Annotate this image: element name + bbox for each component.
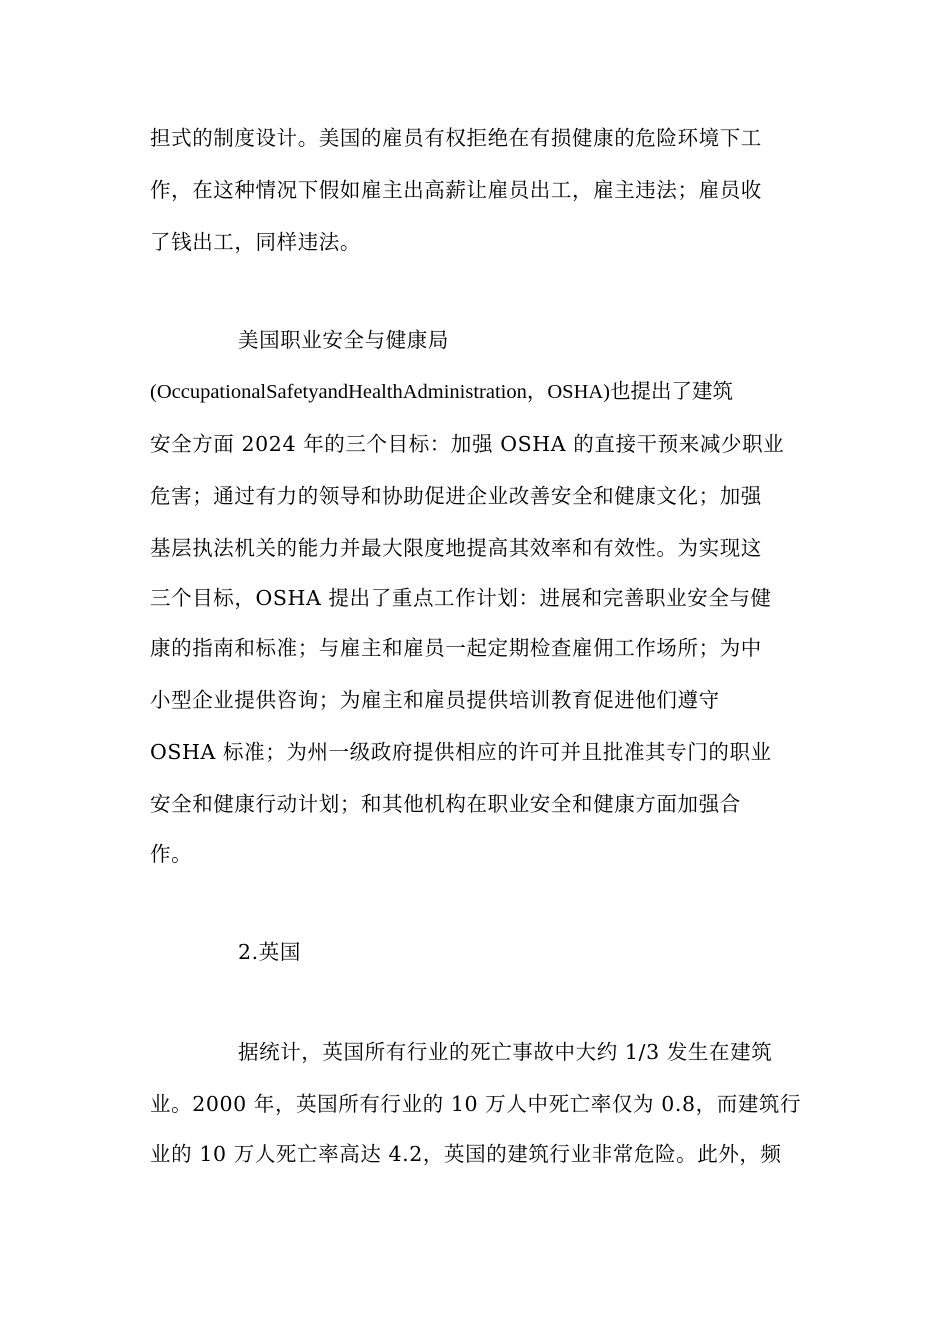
- paragraph-2-line-11: 作。: [150, 842, 193, 866]
- paragraph-1-line-2: 作，在这种情况下假如雇主出高薪让雇员出工，雇主违法；雇员收: [150, 178, 762, 202]
- paragraph-3-line-1: 据统计，英国所有行业的死亡事故中大约 1/3 发生在建筑: [238, 1040, 773, 1064]
- paragraph-2-line-6: 三个目标，OSHA 提出了重点工作计划：进展和完善职业安全与健: [150, 586, 772, 610]
- paragraph-2-line-4: 危害；通过有力的领导和协助促进企业改善安全和健康文化；加强: [150, 484, 762, 508]
- paragraph-1-line-3: 了钱出工，同样违法。: [150, 230, 361, 254]
- paragraph-2-line-5: 基层执法机关的能力并最大限度地提高其效率和有效性。为实现这: [150, 536, 762, 560]
- paragraph-3-line-2: 业。2000 年，英国所有行业的 10 万人中死亡率仅为 0.8，而建筑行: [150, 1092, 802, 1116]
- paragraph-1-line-1: 担式的制度设计。美国的雇员有权拒绝在有损健康的危险环境下工: [150, 126, 762, 150]
- paragraph-2-line-1: 美国职业安全与健康局: [238, 328, 449, 352]
- paragraph-2-line-2: (OccupationalSafetyandHealthAdministration，OSHA)也提出了建筑: [150, 381, 733, 403]
- section-heading: 2.英国: [238, 940, 301, 964]
- paragraph-2-line-10: 安全和健康行动计划；和其他机构在职业安全和健康方面加强合: [150, 792, 741, 816]
- paragraph-3-line-3: 业的 10 万人死亡率高达 4.2，英国的建筑行业非常危险。此外，频: [150, 1142, 782, 1166]
- paragraph-2-line-3: 安全方面 2024 年的三个目标：加强 OSHA 的直接干预来减少职业: [150, 432, 785, 456]
- paragraph-2-line-9: OSHA 标准；为州一级政府提供相应的许可并且批准其专门的职业: [150, 740, 772, 764]
- paragraph-2-line-7: 康的指南和标准；与雇主和雇员一起定期检查雇佣工作场所；为中: [150, 636, 762, 660]
- paragraph-2-line-8: 小型企业提供咨询；为雇主和雇员提供培训教育促进他们遵守: [150, 688, 720, 712]
